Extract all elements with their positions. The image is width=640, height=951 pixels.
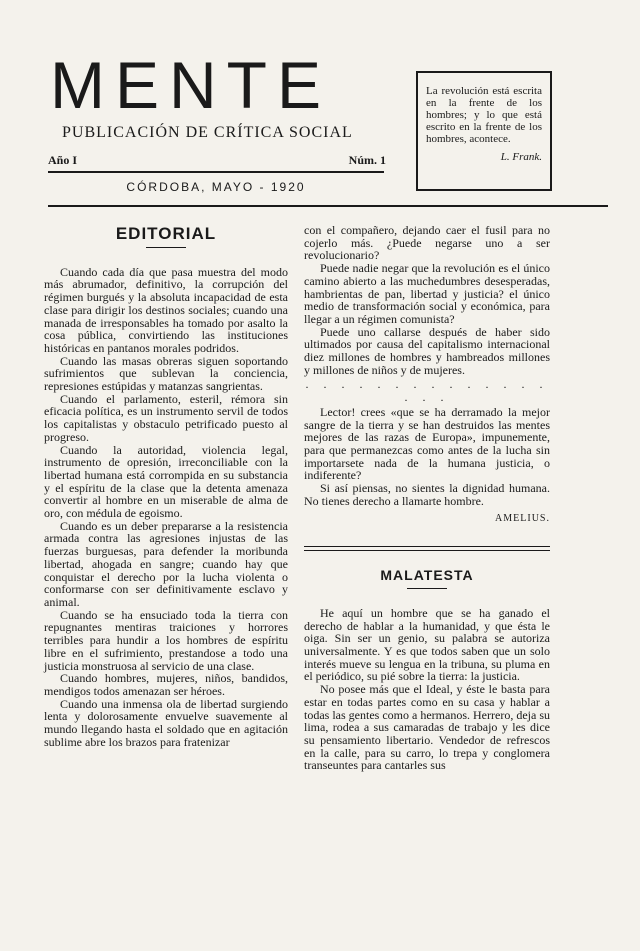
editorial-paragraph: Cuando cada día que pasa muestra del modo más abrumador, definitivo, la corrupción del régimen burgués y la absoluta incapacidad de esta clase para dirigir los destinos sociales; cuando una manada de irresponsables ha tomado por asalto la cosa pública, convirtiendo las instituciones históricas en pantanos morales podridos.: [44, 264, 288, 355]
editorial-paragraph: con el compañero, dejando caer el fusil para no cojerlo más. ¿Puede negarse uno a ser revolucionario?: [304, 223, 550, 263]
epigraph-author: L. Frank.: [500, 151, 542, 163]
editorial-paragraph: Cuando una inmensa ola de libertad surgiendo lenta y dolorosamente envuelve suavemente al mundo llegando hasta el soldado que en agitación sublime abre los brazos para fratenizar: [44, 696, 288, 749]
editorial-title: EDITORIAL: [115, 224, 217, 243]
left-column: [44, 224, 288, 748]
malatesta-paragraph: He aquí un hombre que se ha ganado el derecho de hablar a la humanidad, y que ésta le oiga. Sin ser un genio, su palabra se autoriza universalmente. Y es que todos saben que un solo interés mueve su lengua en la tribuna, su pluma en el periódico, su pié sobre la tierra: la justicia.: [304, 605, 550, 684]
editorial-paragraph: Cuando las masas obreras siguen soportando sufrimientos que sublevan la conciencia, represiones estúpidas y matanzas sangrientas.: [44, 353, 288, 394]
editorial-paragraph: Cuando la autoridad, violencia legal, instrumento de opresión, irreconciliable con la libertad humana está corrompida en su substancia y el espíritu de la clase que la detenta amenaza convertir al hombre en un miserable de alma de oro, con médula de egoismo.: [44, 442, 288, 521]
editorial-paragraph: Cuando se ha ensuciado toda la tierra con repugnantes mentiras traiciones y horrores terribles para hundir a los hombres de espíritu libre en el sufrimiento, prestandose a todo una justicia monstruosa al servicio de una clase.: [44, 607, 288, 673]
place-date: CÓRDOBA, MAYO - 1920: [126, 180, 306, 194]
editorial-paragraph: Cuando hombres, mujeres, niños, bandidos, mendigos todos amenazan ser héroes.: [44, 671, 288, 698]
malatesta-paragraph: No posee más que el Ideal, y éste le basta para estar en todas partes como en su casa y hablar a todas las gentes como a hermanos. Herrero, deja su lima, rodea a sus camaradas de trabajo y les dice su pensamiento libertario. Vendedor de refrescos en la calle, para su carro, lo trepa y conglomera transeuntes para cantarles sus: [304, 682, 550, 773]
editorial-paragraph: Cuando es un deber prepararse a la resistencia armada contra las agresiones injustas de las fuerzas burguesas, para defender la moribunda libertad, ahogada en sangre; cuando hay que conquistar el derecho por la lucha violenta o conformarse con ser definitivamente esclavo y animal.: [44, 518, 288, 609]
editorial-paragraph: Puede uno callarse después de haber sido ultimados por causa del capitalismo internacional diez millones de hombres y hambreados millones y millones de niños y de mujeres.: [304, 324, 550, 377]
editorial-paragraph: Lector! crees «que se ha derramado la mejor sangre de la tierra y se han destruidos las mentes mejores de las razas de Europa», impunemente, para que permanezcas como antes de la lucha sin importarsete nada de la humana justicia, o indiferente?: [304, 404, 550, 483]
editorial-paragraph: Puede nadie negar que la revolución es el único camino abierto a las muchedumbres desesperadas, hambrientas de pan, libertad y justicia? el único medio de transformación social y económica, para llegar a un régimen comunista?: [304, 261, 550, 326]
masthead-title: MENTE: [50, 48, 331, 122]
title-rule: [146, 247, 186, 248]
editorial-paragraph: Si así piensas, no sientes la dignidad humana. No tienes derecho a llamarte hombre.: [304, 481, 550, 508]
epigraph-text: La revolución está escrita en la frente de los hombres; y lo que está escrito en la frente de los hombres, acontece.: [426, 85, 542, 145]
editorial-signature: AMELIUS.: [495, 513, 550, 525]
masthead-subtitle: PUBLICACIÓN DE CRÍTICA SOCIAL: [62, 124, 353, 141]
section-divider: [304, 546, 550, 551]
malatesta-title: MALATESTA: [380, 567, 474, 584]
epigraph-box: [416, 71, 552, 191]
editorial-paragraph: Cuando el parlamento, esteril, rémora sin eficacia política, es un instrumento servil de todos los capitalistas y obstaculo petrificado puesto al progreso.: [44, 391, 288, 444]
masthead-rule: [48, 171, 384, 173]
year-label: Año I: [48, 153, 78, 167]
header-rule: [48, 205, 608, 207]
dotted-separator: . . . . . . . . . . . . . . . . .: [305, 377, 549, 405]
number-label: Núm. 1: [348, 153, 386, 167]
title-rule: [407, 588, 447, 589]
right-column: [304, 224, 550, 772]
